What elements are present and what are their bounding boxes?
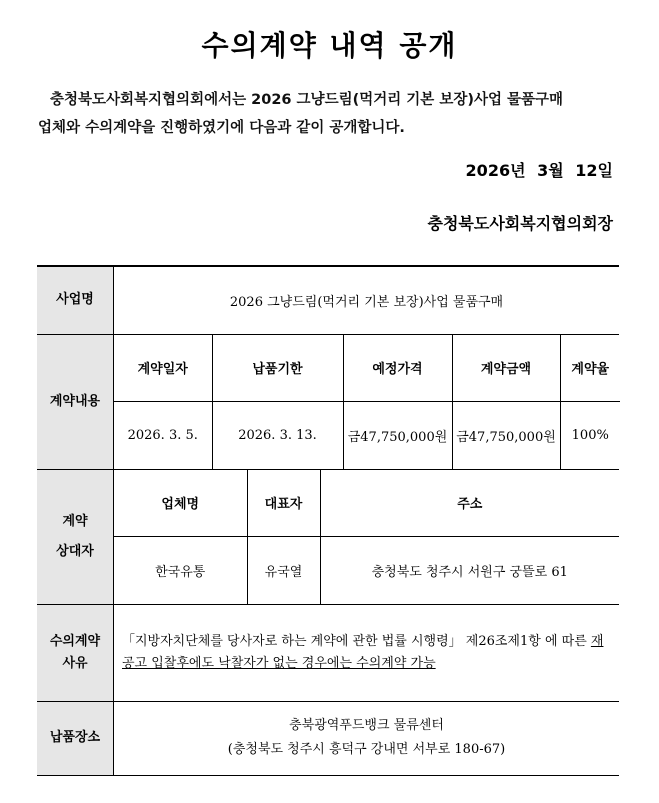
notice-date: 2026년 3월 12일 [465, 161, 613, 180]
contract-label: 계약내용 [37, 334, 114, 469]
contract-date-header: 계약일자 [137, 362, 188, 378]
reason-text [114, 604, 620, 701]
representative-header: 대표자 [247, 470, 320, 537]
reason-connector: 에 따른 [544, 633, 591, 649]
company-name-value: 한국유통 [155, 564, 206, 580]
delivery-location-name: 충북광역푸드뱅크 물류센터 [289, 718, 444, 733]
counterparty-label [37, 469, 114, 604]
delivery-location-address: (충청북도 청주시 흥덕구 강내면 서부로 180-67) [227, 742, 506, 757]
project-label: 사업명 [37, 266, 114, 334]
estimated-price-value: 금47,750,000원 [343, 402, 452, 469]
delivery-label: 납품장소 [37, 701, 114, 775]
contract-row [37, 334, 619, 469]
project-row [37, 266, 619, 334]
estimated-price-header: 예정가격 [343, 335, 452, 402]
page-title: 수의계약 내역 공개 [201, 29, 458, 62]
reason-underlined-clause: 재공고 입찰후에도 낙찰자가 없는 경우에는 수의계약 가능 [122, 633, 604, 671]
counterparty-label-line-2: 상대자 [56, 543, 94, 559]
contract-amount-header: 계약금액 [452, 335, 560, 402]
address-header: 주소 [320, 470, 619, 537]
organization-signature: 충청북도사회복지협의회장 [427, 214, 613, 233]
delivery-location [114, 701, 620, 775]
company-name-header: 업체명 [161, 497, 200, 513]
contract-details-table [114, 335, 620, 469]
counterparty-details-table [114, 470, 619, 604]
contract-disclosure-table [37, 265, 619, 776]
counterparty-row [37, 469, 619, 604]
contract-rate-value: 100% [560, 402, 620, 469]
contract-rate-header: 계약율 [560, 335, 620, 402]
representative-value: 유국열 [247, 537, 320, 604]
delivery-deadline-header: 납품기한 [212, 335, 343, 402]
reason-label-line-1: 수의계약 [49, 633, 101, 649]
delivery-deadline-value: 2026. 3. 13. [212, 402, 343, 469]
delivery-row [37, 701, 619, 775]
intro-line-1: 충청북도사회복지협의회에서는 2026 그냥드림(먹거리 기본 보장)사업 물품구매 [50, 92, 564, 108]
reason-row [37, 604, 619, 701]
contract-date-value: 2026. 3. 5. [127, 427, 198, 443]
project-name: 2026 그냥드림(먹거리 기본 보장)사업 물품구매 [229, 294, 504, 310]
contract-amount-value: 금47,750,000원 [452, 402, 560, 469]
counterparty-label-line-1: 계약 [62, 513, 88, 529]
intro-line-2: 업체와 수의계약을 진행하였기에 다음과 같이 공개합니다. [38, 120, 405, 136]
reason-legal-basis: 「지방자치단체를 당사자로 하는 계약에 관한 법률 시행령」 제26조제1항 [122, 633, 541, 649]
reason-label-line-2: 사유 [62, 655, 88, 671]
address-value: 충청북도 청주시 서원구 궁뜰로 61 [320, 537, 619, 604]
intro-paragraph [38, 86, 620, 142]
reason-label [37, 604, 114, 701]
